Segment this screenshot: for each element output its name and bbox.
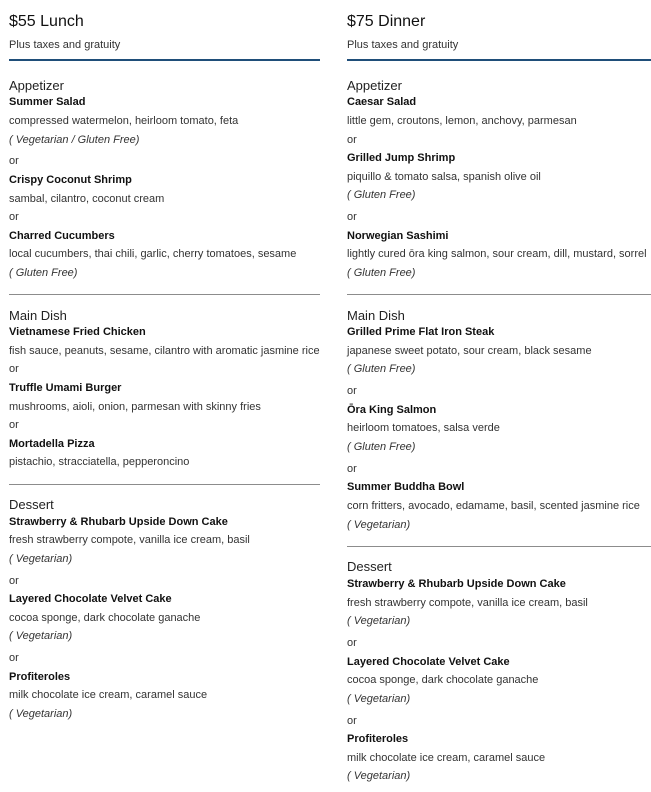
dinner-appetizer-item-desc: piquillo & tomato salsa, spanish olive oil [347,171,541,183]
dinner-main-item-name: Ōra King Salmon [347,404,437,416]
dinner-price-title: $75 Dinner [347,13,426,30]
dinner-dessert-item-name: Strawberry & Rhubarb Upside Down Cake [347,578,566,590]
lunch-dessert-item-name: Profiteroles [9,671,71,683]
lunch-dessert-item-name: Strawberry & Rhubarb Upside Down Cake [9,516,228,528]
lunch-appetizer-item-name: Charred Cucumbers [9,230,115,242]
or-separator: or [347,211,357,223]
lunch-dessert-item-diet: ( Vegetarian) [9,630,73,642]
dinner-dessert-item-desc: cocoa sponge, dark chocolate ganache [347,674,539,686]
lunch-dessert-item-desc: fresh strawberry compote, vanilla ice cream, basil [9,534,250,546]
dinner-appetizer-item-diet: ( Gluten Free) [347,189,416,201]
dinner-dessert-item-name: Profiteroles [347,733,409,745]
lunch-header-rule [9,59,320,61]
dinner-dessert-item-diet: ( Vegetarian) [347,693,411,705]
dinner-main-item-desc: japanese sweet potato, sour cream, black sesame [347,345,592,357]
dinner-dessert-item-desc: milk chocolate ice cream, caramel sauce [347,752,546,764]
lunch-appetizer-item-diet: ( Gluten Free) [9,267,78,279]
or-separator: or [9,363,19,375]
dinner-main-item-desc: corn fritters, avocado, edamame, basil, scented jasmine rice [347,500,640,512]
dinner-main-item-name: Summer Buddha Bowl [347,481,465,493]
or-separator: or [9,575,19,587]
lunch-dessert-heading: Dessert [9,497,54,512]
lunch-main-item-name: Truffle Umami Burger [9,382,122,394]
dinner-appetizer-item-name: Caesar Salad [347,96,417,108]
dinner-subtitle: Plus taxes and gratuity [347,39,459,51]
lunch-main-item-desc: pistachio, stracciatella, pepperoncino [9,456,190,468]
lunch-dessert-item-diet: ( Vegetarian) [9,553,73,565]
dinner-dessert-item-name: Layered Chocolate Velvet Cake [347,656,510,668]
dinner-appetizer-item-name: Grilled Jump Shrimp [347,152,456,164]
dinner-main-item-name: Grilled Prime Flat Iron Steak [347,326,495,338]
section-divider [9,484,320,485]
dinner-appetizer-heading: Appetizer [347,78,402,93]
or-separator: or [9,652,19,664]
or-separator: or [9,211,19,223]
lunch-appetizer-item-name: Crispy Coconut Shrimp [9,174,132,186]
lunch-appetizer-heading: Appetizer [9,78,64,93]
or-separator: or [347,385,357,397]
or-separator: or [347,715,357,727]
dinner-header-rule [347,59,651,61]
lunch-appetizer-item-desc: local cucumbers, thai chili, garlic, cherry tomatoes, sesame [9,248,297,260]
dinner-dessert-item-desc: fresh strawberry compote, vanilla ice cream, basil [347,597,588,609]
dinner-appetizer-item-name: Norwegian Sashimi [347,230,449,242]
lunch-appetizer-item-diet: ( Vegetarian / Gluten Free) [9,134,140,146]
lunch-price-title: $55 Lunch [9,13,84,30]
or-separator: or [347,637,357,649]
dinner-main-item-diet: ( Gluten Free) [347,441,416,453]
dinner-main-item-desc: heirloom tomatoes, salsa verde [347,422,500,434]
lunch-dessert-item-desc: cocoa sponge, dark chocolate ganache [9,612,201,624]
lunch-appetizer-item-name: Summer Salad [9,96,86,108]
lunch-appetizer-item-desc: compressed watermelon, heirloom tomato, feta [9,115,239,127]
dinner-appetizer-item-diet: ( Gluten Free) [347,267,416,279]
section-divider [9,294,320,295]
or-separator: or [347,134,357,146]
section-divider [347,294,651,295]
lunch-dessert-item-diet: ( Vegetarian) [9,708,73,720]
lunch-dessert-item-name: Layered Chocolate Velvet Cake [9,593,172,605]
dinner-dessert-heading: Dessert [347,559,392,574]
dinner-appetizer-item-desc: lightly cured ōra king salmon, sour cream, dill, mustard, sorrel [347,248,647,260]
lunch-appetizer-item-desc: sambal, cilantro, coconut cream [9,193,165,205]
lunch-main-item-name: Mortadella Pizza [9,438,95,450]
lunch-main-item-desc: mushrooms, aioli, onion, parmesan with skinny fries [9,401,261,413]
lunch-subtitle: Plus taxes and gratuity [9,39,121,51]
dinner-main-heading: Main Dish [347,308,405,323]
section-divider [347,546,651,547]
lunch-main-item-desc: fish sauce, peanuts, sesame, cilantro with aromatic jasmine rice [9,345,320,357]
lunch-dessert-item-desc: milk chocolate ice cream, caramel sauce [9,689,208,701]
dinner-dessert-item-diet: ( Vegetarian) [347,770,411,782]
lunch-main-heading: Main Dish [9,308,67,323]
or-separator: or [347,463,357,475]
dinner-appetizer-item-desc: little gem, croutons, lemon, anchovy, parmesan [347,115,577,127]
dinner-dessert-item-diet: ( Vegetarian) [347,615,411,627]
lunch-main-item-name: Vietnamese Fried Chicken [9,326,146,338]
or-separator: or [9,419,19,431]
or-separator: or [9,155,19,167]
dinner-main-item-diet: ( Gluten Free) [347,363,416,375]
dinner-main-item-diet: ( Vegetarian) [347,519,411,531]
